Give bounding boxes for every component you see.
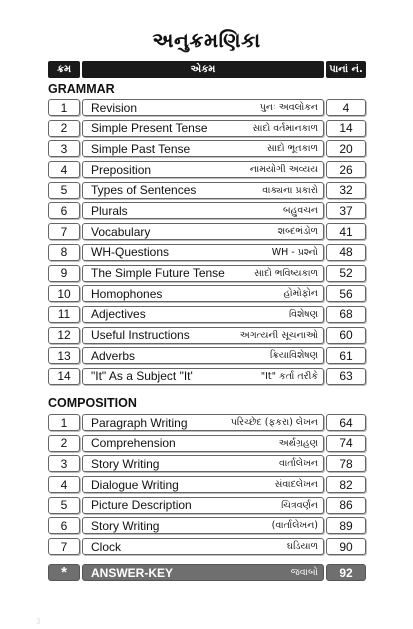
unit-english: Revision <box>91 100 138 115</box>
grammar-heading: GRAMMAR <box>48 82 115 96</box>
unit-english: Comprehension <box>91 436 176 451</box>
toc-row <box>48 99 366 116</box>
row-unit <box>82 182 324 199</box>
row-number: 5 <box>48 497 80 514</box>
toc-row <box>48 120 366 137</box>
toc-row <box>48 202 366 219</box>
unit-english: Vocabulary <box>91 224 151 239</box>
unit-gujarati: ઘડિયાળ <box>286 541 318 553</box>
unit-gujarati: હોમોફોન <box>283 288 318 300</box>
unit-gujarati: વિશેષણ <box>289 308 318 320</box>
row-number: 4 <box>48 161 80 178</box>
row-unit <box>82 265 324 282</box>
unit-gujarati: ક્રિયાવિશેષણ <box>270 350 318 362</box>
header-unit: એકમ <box>82 61 324 78</box>
row-page-number: 4 <box>326 99 366 116</box>
row-page-number: 89 <box>326 517 366 534</box>
row-page-number: 32 <box>326 182 366 199</box>
row-page-number: 61 <box>326 347 366 364</box>
toc-row <box>48 306 366 323</box>
row-page-number: 82 <box>326 476 366 493</box>
row-unit <box>82 497 324 514</box>
unit-gujarati: સાદો ભૂતકાળ <box>266 143 318 155</box>
toc-row <box>48 140 366 157</box>
unit-english: WH-Questions <box>91 245 170 260</box>
row-number: 1 <box>48 99 80 116</box>
row-unit <box>82 455 324 472</box>
row-number: 4 <box>48 476 80 493</box>
unit-gujarati: ચિત્રવર્ણન <box>281 499 318 511</box>
unit-gujarati: સાદો ભવિષ્યકાળ <box>254 267 318 279</box>
row-number: 7 <box>48 223 80 240</box>
unit-english: Homophones <box>91 286 163 301</box>
grammar-list <box>48 99 366 389</box>
answer-key-row <box>48 564 366 581</box>
unit-english: "It" As a Subject "It' <box>91 369 193 384</box>
row-unit <box>82 285 324 302</box>
toc-row <box>48 476 366 493</box>
row-number: 14 <box>48 368 80 385</box>
toc-row <box>48 368 366 385</box>
unit-gujarati: પરિચ્છેદ (ફકરા) લેખન <box>230 417 318 428</box>
row-number: 2 <box>48 435 80 452</box>
row-number: 3 <box>48 455 80 472</box>
toc-row <box>48 182 366 199</box>
row-page-number: 56 <box>326 285 366 302</box>
row-number: 10 <box>48 285 80 302</box>
row-page-number: 60 <box>326 327 366 344</box>
unit-gujarati: શબ્દભંડોળ <box>277 226 318 238</box>
row-page-number: 92 <box>326 564 366 581</box>
toc-row <box>48 327 366 344</box>
unit-gujarati: અર્થગ્રહણ <box>278 437 318 449</box>
toc-row <box>48 265 366 282</box>
unit-english: Simple Present Tense <box>91 121 208 136</box>
row-page-number: 26 <box>326 161 366 178</box>
row-number: 9 <box>48 265 80 282</box>
row-unit <box>82 120 324 137</box>
composition-list <box>48 414 366 559</box>
row-page-number: 86 <box>326 497 366 514</box>
unit-english: Adverbs <box>91 348 136 363</box>
header-number: ક્રમ <box>48 61 80 78</box>
unit-gujarati: (વાર્તાલેખન) <box>271 520 318 532</box>
unit-english: Types of Sentences <box>91 183 197 198</box>
row-page-number: 14 <box>326 120 366 137</box>
unit-gujarati: જવાબો <box>290 567 318 578</box>
toc-row <box>48 455 366 472</box>
row-page-number: 68 <box>326 306 366 323</box>
toc-row <box>48 285 366 302</box>
row-unit <box>82 99 324 116</box>
answer-key-list <box>48 564 366 585</box>
row-unit <box>82 435 324 452</box>
row-page-number: 63 <box>326 368 366 385</box>
row-unit <box>82 414 324 431</box>
toc-row <box>48 517 366 534</box>
row-page-number: 74 <box>326 435 366 452</box>
toc-row <box>48 223 366 240</box>
unit-gujarati: સંવાદલેખન <box>274 479 318 491</box>
row-number: 11 <box>48 306 80 323</box>
header-page: પાનાં નં. <box>326 61 366 78</box>
row-number: 2 <box>48 120 80 137</box>
unit-gujarati: WH - પ્રશ્નો <box>271 246 318 258</box>
page-title: અનુક્રમણિકા <box>152 28 261 52</box>
unit-english: Story Writing <box>91 518 160 533</box>
unit-english: Simple Past Tense <box>91 141 191 156</box>
row-unit <box>82 327 324 344</box>
unit-gujarati: વાર્તાલેખન <box>279 458 318 470</box>
row-unit <box>82 202 324 219</box>
row-number: 6 <box>48 517 80 534</box>
row-unit <box>82 223 324 240</box>
row-number: 3 <box>48 140 80 157</box>
row-unit <box>82 517 324 534</box>
row-number: 7 <box>48 538 80 555</box>
unit-gujarati: વાક્યના પ્રકારો <box>262 184 318 196</box>
row-page-number: 78 <box>326 455 366 472</box>
row-page-number: 64 <box>326 414 366 431</box>
unit-english: Useful Instructions <box>91 328 190 343</box>
row-unit <box>82 368 324 385</box>
row-unit <box>82 476 324 493</box>
row-number: 5 <box>48 182 80 199</box>
unit-english: Clock <box>91 539 122 554</box>
row-page-number: 20 <box>326 140 366 157</box>
toc-row <box>48 538 366 555</box>
toc-row <box>48 435 366 452</box>
toc-row <box>48 497 366 514</box>
row-number: 13 <box>48 347 80 364</box>
row-page-number: 48 <box>326 244 366 261</box>
unit-english: Paragraph Writing <box>91 415 188 430</box>
unit-english: Adjectives <box>91 307 146 322</box>
toc-row <box>48 414 366 431</box>
row-number: 1 <box>48 414 80 431</box>
toc-row <box>48 347 366 364</box>
toc-row <box>48 244 366 261</box>
unit-gujarati: સાદો વર્તમાનકાળ <box>252 122 318 134</box>
unit-gujarati: નામયોગી અવ્યય <box>249 164 318 176</box>
row-number: 8 <box>48 244 80 261</box>
unit-english: Preposition <box>91 162 152 177</box>
row-page-number: 90 <box>326 538 366 555</box>
row-unit <box>82 140 324 157</box>
unit-gujarati: બહુવચન <box>283 205 318 217</box>
row-unit <box>82 306 324 323</box>
row-number: 12 <box>48 327 80 344</box>
unit-english: Picture Description <box>91 498 192 513</box>
unit-gujarati: પુનઃ અવલોકન <box>259 102 318 113</box>
unit-english: Story Writing <box>91 456 160 471</box>
row-unit <box>82 244 324 261</box>
composition-heading: COMPOSITION <box>48 396 137 410</box>
unit-english: ANSWER-KEY <box>91 565 174 580</box>
unit-english: The Simple Future Tense <box>91 266 225 280</box>
row-number: * <box>48 564 80 581</box>
row-page-number: 52 <box>326 265 366 282</box>
row-unit <box>82 564 324 581</box>
unit-gujarati: "It" કર્તા તરીકે <box>260 370 318 382</box>
toc-row <box>48 161 366 178</box>
row-page-number: 41 <box>326 223 366 240</box>
row-unit <box>82 347 324 364</box>
row-unit <box>82 161 324 178</box>
row-number: 6 <box>48 202 80 219</box>
unit-english: Dialogue Writing <box>91 477 179 492</box>
unit-english: Plurals <box>91 203 128 218</box>
row-unit <box>82 538 324 555</box>
row-page-number: 37 <box>326 202 366 219</box>
page-number: 3 <box>36 617 41 626</box>
unit-gujarati: અગત્યની સૂચનાઓ <box>239 329 318 341</box>
